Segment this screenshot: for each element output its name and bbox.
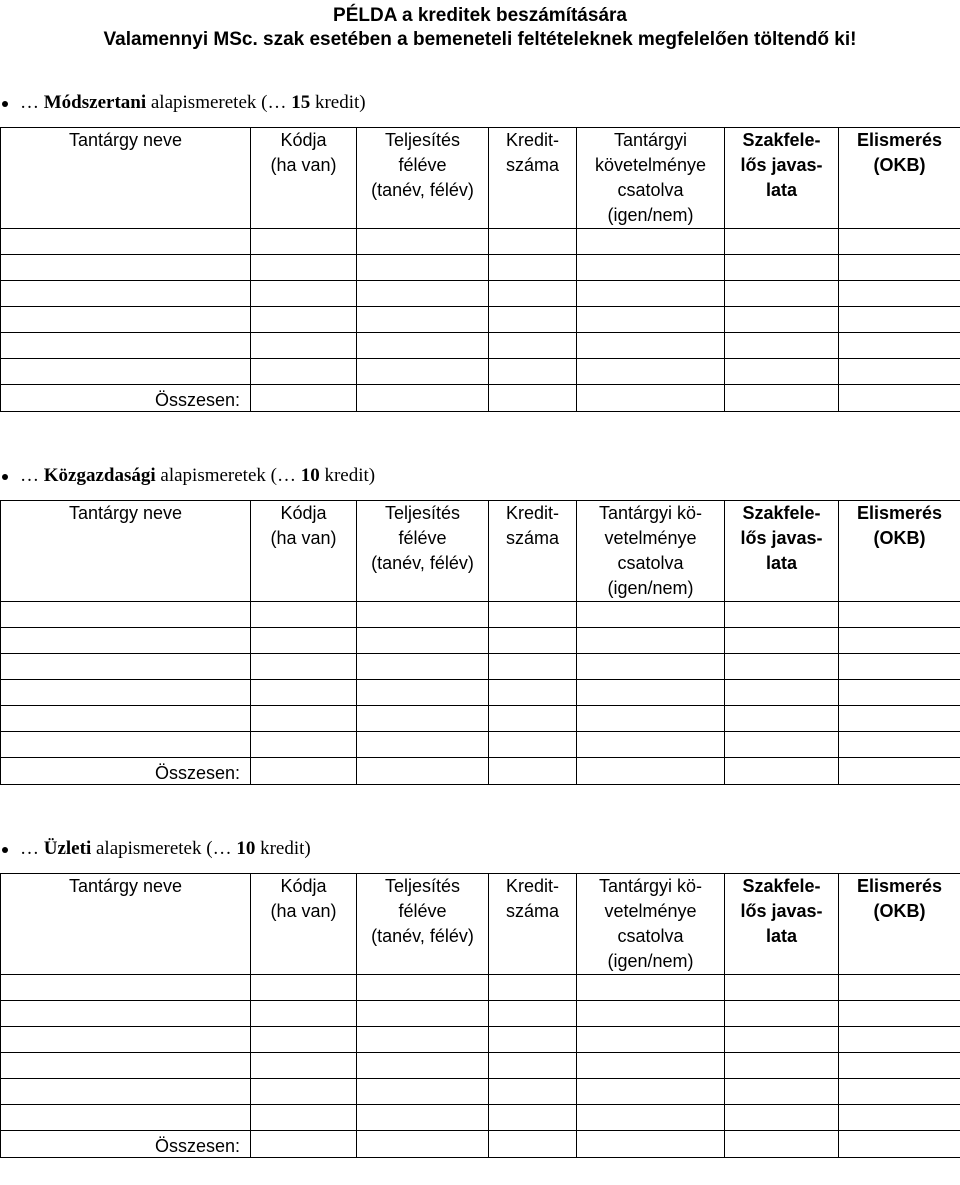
- col-header-semester: Teljesítés féléve (tanév, félév): [357, 874, 489, 975]
- col-header-expert-proposal: Szakfele- lős javas- lata: [725, 128, 839, 229]
- col-header-requirements: Tantárgyi kö- vetelménye csatolva (igen/nem): [577, 874, 725, 975]
- table-row[interactable]: [1, 1079, 960, 1105]
- table-row[interactable]: [1, 255, 960, 281]
- bullet-icon: [2, 101, 8, 107]
- section-unit: kredit): [260, 838, 311, 859]
- col-header-expert-proposal: Szakfele- lős javas- lata: [725, 874, 839, 975]
- section-label: alapismeretek (…: [160, 465, 296, 486]
- col-header-subject-name: Tantárgy neve: [1, 501, 251, 602]
- section-label: alapismeretek (…: [95, 838, 232, 859]
- document-subtitle: Valamennyi MSc. szak esetében a bemeneteli feltételeknek megfelelően töltendő ki!: [103, 29, 857, 50]
- dots: …: [20, 465, 39, 486]
- table-row[interactable]: [1, 1105, 960, 1131]
- col-header-expert-proposal: Szakfele- lős javas- lata: [725, 501, 839, 602]
- credit-table-uzleti: [0, 873, 960, 1158]
- table-row[interactable]: [1, 628, 960, 654]
- table-row[interactable]: [1, 975, 960, 1001]
- document-title: PÉLDA a kreditek beszámítására: [333, 5, 627, 26]
- table-header-row: [1, 501, 960, 602]
- section-credits: 10: [300, 465, 320, 486]
- section-credits: 10: [236, 838, 256, 859]
- table-row[interactable]: [1, 706, 960, 732]
- table-header-row: [1, 128, 960, 229]
- table-row[interactable]: [1, 732, 960, 758]
- table-row[interactable]: [1, 333, 960, 359]
- col-header-credits: Kredit- száma: [489, 501, 577, 602]
- dots: …: [20, 92, 39, 113]
- col-header-code: Kódja (ha van): [251, 501, 357, 602]
- table-row[interactable]: [1, 602, 960, 628]
- section-name: Módszertani: [43, 92, 147, 113]
- col-header-code: Kódja (ha van): [251, 128, 357, 229]
- table-row[interactable]: [1, 680, 960, 706]
- col-header-requirements: Tantárgyi követelménye csatolva (igen/nem): [577, 128, 725, 229]
- table-row[interactable]: [1, 1027, 960, 1053]
- col-header-semester: Teljesítés féléve (tanév, félév): [357, 128, 489, 229]
- table-header-row: [1, 874, 960, 975]
- credit-table-kozgazdasagi: [0, 500, 960, 785]
- col-header-subject-name: Tantárgy neve: [1, 128, 251, 229]
- table-row[interactable]: [1, 654, 960, 680]
- section-unit: kredit): [324, 465, 376, 486]
- table-row[interactable]: [1, 229, 960, 255]
- table-row[interactable]: [1, 307, 960, 333]
- section-label: alapismeretek (…: [150, 92, 287, 113]
- col-header-recognition: Elismerés (OKB): [839, 874, 960, 975]
- col-header-recognition: Elismerés (OKB): [839, 501, 960, 602]
- col-header-requirements: Tantárgyi kö- vetelménye csatolva (igen/nem): [577, 501, 725, 602]
- total-label: Összesen:: [1, 385, 251, 412]
- col-header-subject-name: Tantárgy neve: [1, 874, 251, 975]
- total-row: [1, 758, 960, 785]
- col-header-semester: Teljesítés féléve (tanév, félév): [357, 501, 489, 602]
- col-header-recognition: Elismerés (OKB): [839, 128, 960, 229]
- col-header-credits: Kredit- száma: [489, 128, 577, 229]
- section-credits: 15: [291, 92, 311, 113]
- table-row[interactable]: [1, 1001, 960, 1027]
- section-name: Üzleti: [43, 838, 92, 859]
- bullet-icon: [2, 847, 8, 853]
- table-row[interactable]: [1, 1053, 960, 1079]
- section-unit: kredit): [314, 92, 366, 113]
- table-row[interactable]: [1, 359, 960, 385]
- dots: …: [20, 838, 39, 859]
- total-label: Összesen:: [1, 758, 251, 785]
- section-name: Közgazdasági: [43, 465, 156, 486]
- total-label: Összesen:: [1, 1131, 251, 1158]
- col-header-credits: Kredit- száma: [489, 874, 577, 975]
- total-row: [1, 1131, 960, 1158]
- credit-table-modszertani: [0, 127, 960, 412]
- bullet-icon: [2, 474, 8, 480]
- col-header-code: Kódja (ha van): [251, 874, 357, 975]
- table-row[interactable]: [1, 281, 960, 307]
- total-row: [1, 385, 960, 412]
